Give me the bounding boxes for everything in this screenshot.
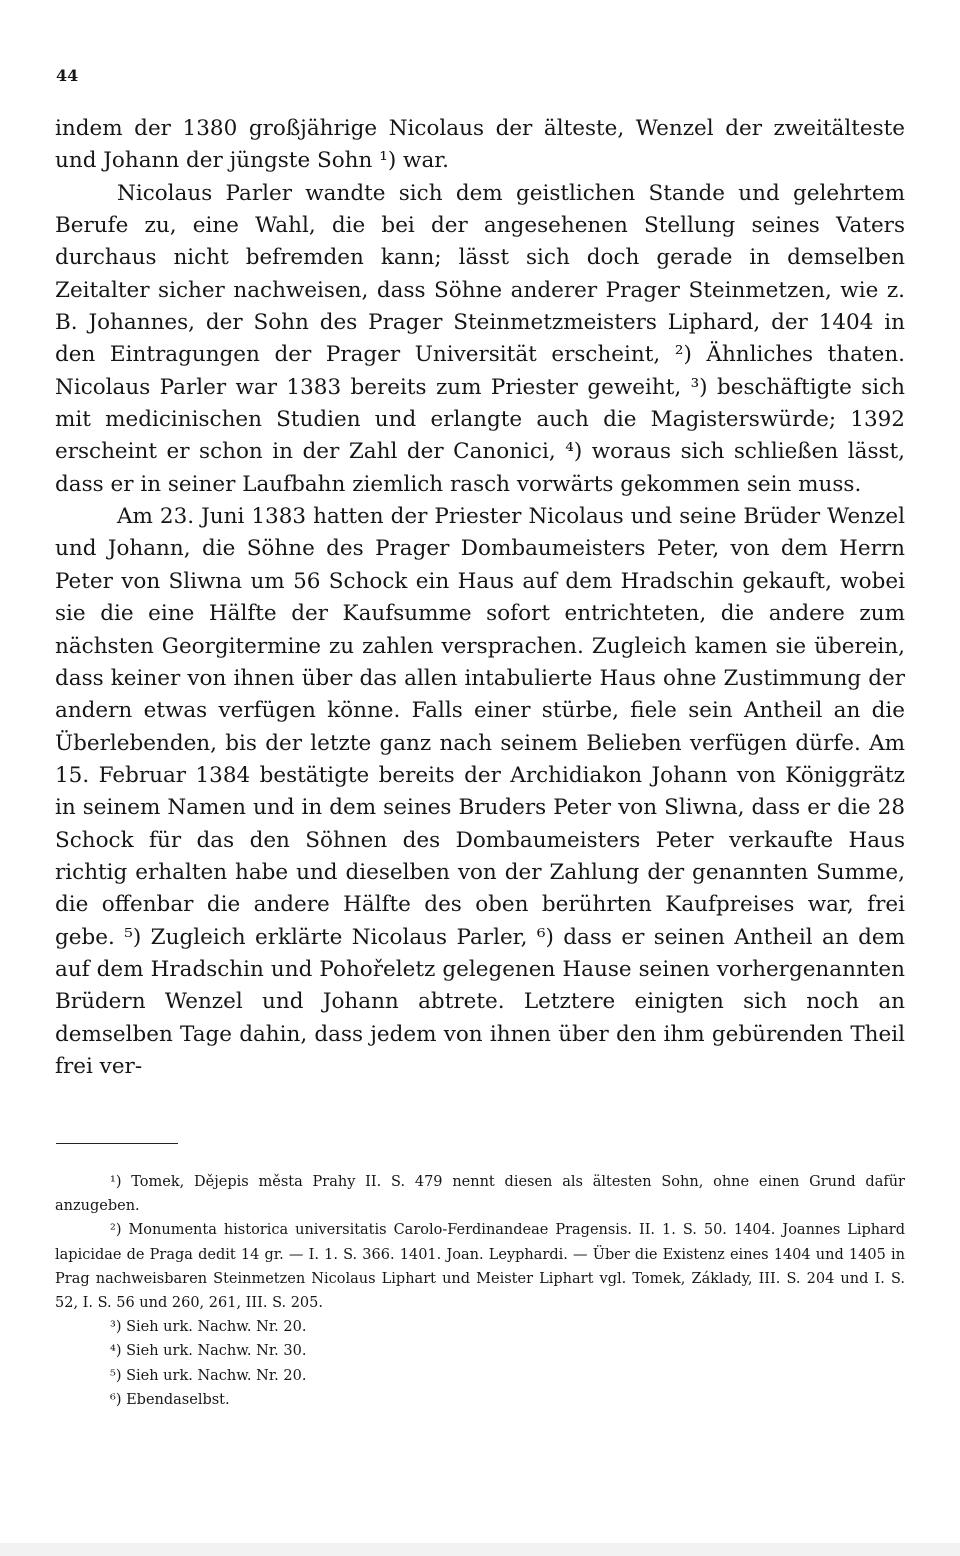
paragraph-1: indem der 1380 großjährige Nicolaus der älteste, Wenzel der zweitälteste und Johann der jüngste Sohn ¹) war. xyxy=(55,116,905,174)
page-bottom-edge xyxy=(0,1543,960,1556)
footnote-1: ¹) Tomek, Dějepis města Prahy II. S. 479 nennt diesen als ältesten Sohn, ohne einen Grund dafür anzugeben. xyxy=(55,1174,905,1215)
footnote-separator xyxy=(56,1143,178,1144)
paragraph-3: Am 23. Juni 1383 hatten der Priester Nicolaus und seine Brüder Wenzel und Johann, die Söhne des Prager Dombaumeisters Peter, von dem Herrn Peter von Sliwna um 56 Schock ein Haus auf dem Hradschin gekauft, wobei sie die eine Hälfte der Kaufsumme sofort entrichteten, die andere zum nächsten Georgitermine zu zahlen versprachen. Zugleich kamen sie überein, dass keiner von ihnen über das allen intabulierte Haus ohne Zustimmung der andern etwas verfügen könne. Falls einer stürbe, fiele sein Antheil an die Überlebenden, bis der letzte ganz nach seinem Belieben verfügen dürfe. Am 15. Februar 1384 bestätigte bereits der Archidiakon Johann von Königgrätz in seinem Namen und in dem seines Bruders Peter von Sliwna, dass er die 28 Schock für das den Söhnen des Dombaumeisters Peter verkaufte Haus richtig erhalten habe und dieselben von der Zahlung der genannten Summe, die offenbar die andere Hälfte des oben berührten Kaufpreises war, frei gebe. ⁵) Zugleich erklärte Nicolaus Parler, ⁶) dass er seinen Antheil an dem auf dem Hradschin und Pohořeletz gelegenen Hause seinen vorhergenannten Brüdern Wenzel und Johann abtrete. Letztere einigten sich noch an demselben Tage dahin, dass jedem von ihnen über den ihm gebürenden Theil frei ver- xyxy=(55,504,905,1079)
footnote-3: ³) Sieh urk. Nachw. Nr. 20. xyxy=(110,1319,307,1336)
footnotes xyxy=(55,1170,905,1412)
footnote-5: ⁵) Sieh urk. Nachw. Nr. 20. xyxy=(110,1367,307,1384)
main-text xyxy=(55,113,905,1083)
footnote-2: ²) Monumenta historica universitatis Carolo-Ferdinandeae Pragensis. II. 1. S. 50. 1404. Joannes Liphard lapicidae de Praga dedit 14 gr. — I. 1. S. 366. 1401. Joan. Leyphardi. — Über die Existenz eines 1404 und 1405 in Prag nachweisbaren Steinmetzen Nicolaus Liphart und Meister Liphart vgl. Tomek, Základy, III. S. 204 und I. S. 52, I. S. 56 und 260, 261, III. S. 205. xyxy=(55,1222,905,1312)
footnote-6: ⁶) Ebendaselbst. xyxy=(110,1391,230,1408)
footnote-4: ⁴) Sieh urk. Nachw. Nr. 30. xyxy=(110,1343,307,1360)
page-number: 44 xyxy=(56,66,79,85)
paragraph-2: Nicolaus Parler wandte sich dem geistlichen Stande und gelehrtem Berufe zu, eine Wahl, die bei der angesehenen Stellung seines Vaters durchaus nicht befremden kann; lässt sich doch gerade in demselben Zeitalter sicher nachweisen, dass Söhne anderer Prager Steinmetzen, wie z. B. Johannes, der Sohn des Prager Steinmetzmeisters Liphard, der 1404 in den Eintragungen der Prager Universität erscheint, ²) Ähnliches thaten. Nicolaus Parler war 1383 bereits zum Priester geweiht, ³) beschäftigte sich mit medicinischen Studien und erlangte auch die Magisterswürde; 1392 erscheint er schon in der Zahl der Canonici, ⁴) woraus sich schließen lässt, dass er in seiner Laufbahn ziemlich rasch vorwärts gekommen sein muss. xyxy=(55,180,905,497)
